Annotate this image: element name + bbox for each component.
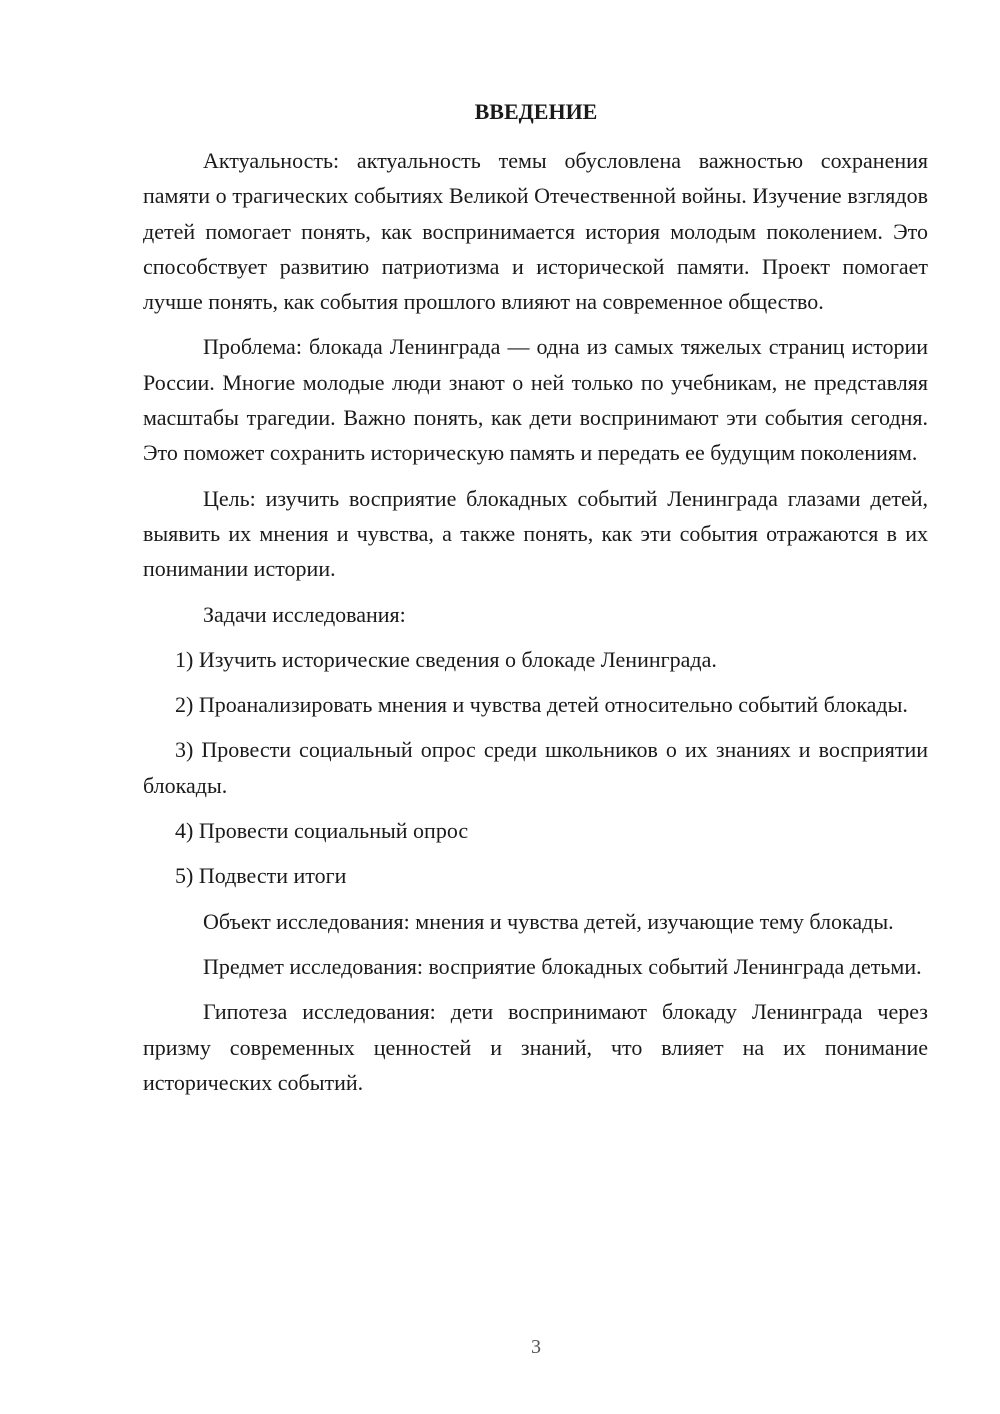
section-heading: ВВЕДЕНИЕ [474,99,598,124]
paragraph-subject: Предмет исследования: восприятие блокадных событий Ленинграда детьми. [203,953,922,979]
paragraph-relevance: Актуальность: актуальность темы обусловлена важностью сохранения памяти о трагических событиях Великой Отечественной войны. Изучение взглядов детей помогает понять, как воспринимается история молодым поколением. Это способствует развитию патриотизма и исторической памяти. Проект помогает лучше понять, как события прошлого влияют на современное общество. [143,148,928,315]
paragraph-problem: Проблема: блокада Ленинграда — одна из самых тяжелых страниц истории России. Многие молодые люди знают о ней только по учебникам, не представляя масштабы трагедии. Важно понять, как дети воспринимают эти события сегодня. Это поможет сохранить историческую память и передать ее будущим поколениям. [143,334,928,466]
paragraph-tasks-heading: Задачи исследования: [203,601,406,627]
body-text [143,143,928,1100]
list-item-task-4: 4) Провести социальный опрос [175,818,469,844]
paragraph-goal: Цель: изучить восприятие блокадных событий Ленинграда глазами детей, выявить их мнения и чувства, а также понять, как эти события отражаются в их понимании истории. [143,485,928,582]
list-item-task-3: 3) Провести социальный опрос среди школьников о их знаниях и восприятии блокады. [143,737,928,798]
list-item-task-5: 5) Подвести итоги [175,863,347,889]
paragraph-hypothesis: Гипотеза исследования: дети воспринимают блокаду Ленинграда через призму современных ценностей и знаний, что влияет на их понимание исторических событий. [143,999,928,1095]
page-number: 3 [531,1336,541,1358]
paragraph-object: Объект исследования: мнения и чувства детей, изучающие тему блокады. [203,908,894,934]
list-item-task-1: 1) Изучить исторические сведения о блокаде Ленинграда. [175,646,717,672]
list-item-task-2: 2) Проанализировать мнения и чувства детей относительно событий блокады. [175,692,908,718]
